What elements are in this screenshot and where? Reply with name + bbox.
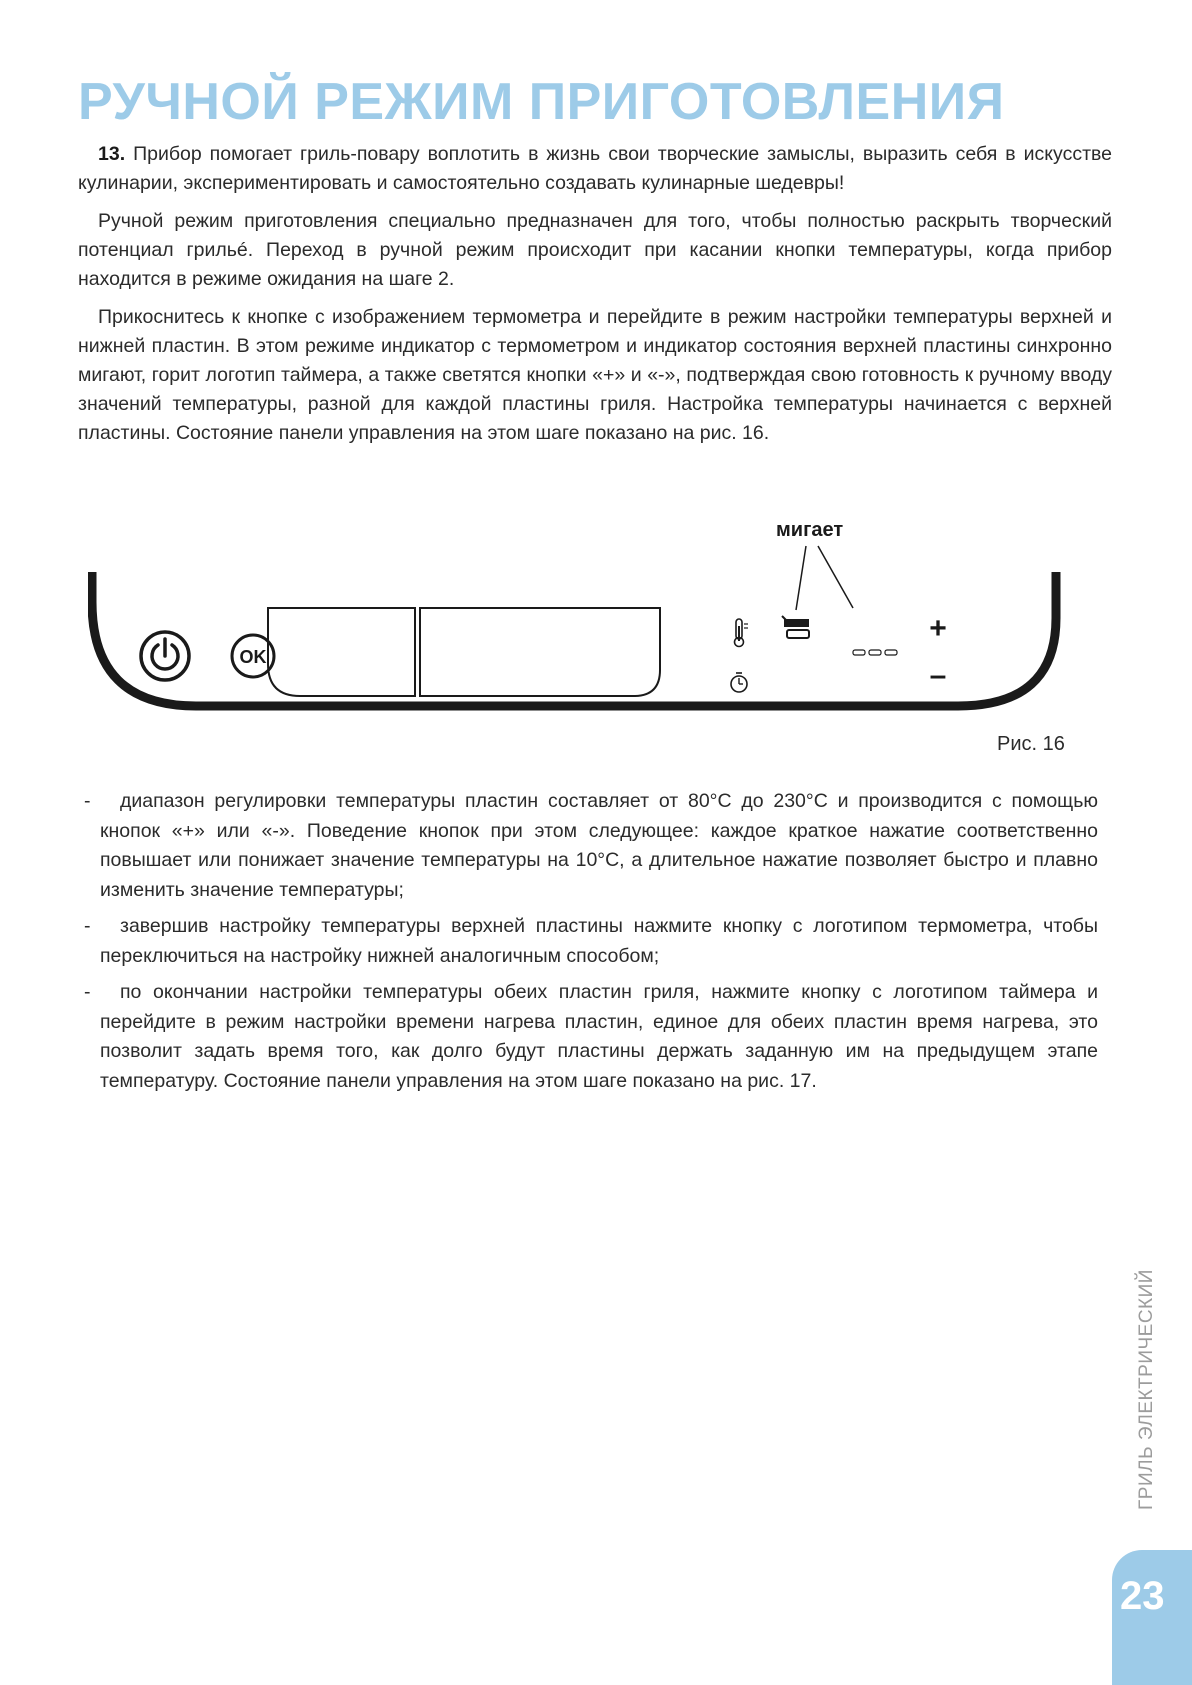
- blink-label: мигает: [776, 519, 844, 541]
- callout-line-thermometer: [796, 546, 806, 610]
- page-title: РУЧНОЙ РЕЖИМ ПРИГОТОВЛЕНИЯ: [78, 73, 1005, 131]
- side-section-label: ГРИЛЬ ЭЛЕКТРИЧЕСКИЙ: [1136, 1269, 1157, 1510]
- figure-caption: Рис. 16: [997, 733, 1065, 755]
- list-item-text: завершив настройку температуры верхней пластины нажмите кнопку с логотипом термометра, чтобы переключиться на настройку нижней аналогичным способом;: [100, 915, 1098, 967]
- display-window-left: [268, 608, 415, 696]
- panel-outline: [92, 572, 1056, 706]
- paragraph-1: [78, 140, 1112, 198]
- step-number: 13.: [98, 143, 126, 165]
- segment-indicator: [853, 650, 897, 655]
- power-icon: [152, 639, 178, 669]
- plus-button[interactable]: +: [929, 612, 947, 645]
- paragraph-1-text: Прибор помогает гриль-повару воплотить в жизнь свои творческие замыслы, выразить себя в искусстве кулинарии, экспериментировать и самостоятельно создавать кулинарные шедевры!: [78, 143, 1112, 194]
- display-window-right: [420, 608, 660, 696]
- bullet-dash: -: [84, 790, 91, 812]
- thermometer-icon[interactable]: [735, 619, 749, 647]
- control-panel-figure: [88, 520, 1088, 720]
- power-button[interactable]: [141, 632, 189, 680]
- settings-list: [78, 787, 1098, 1103]
- page-number: 23: [1120, 1574, 1165, 1618]
- paragraph-2: Ручной режим приготовления специально предназначен для того, чтобы полностью раскрыть творческий потенциал грильé. Переход в ручной режим происходит при касании кнопки температуры, когда прибор находится в режиме ожидания на шаге 2.: [78, 210, 1112, 290]
- paragraph-3: Прикоснитесь к кнопке с изображением термометра и перейдите в режим настройки температуры верхней и нижней пластин. В этом режиме индикатор с термометром и индикатор состояния верхней пластины синхронно мигают, горит логотип таймера, а также светятся кнопки «+» и «-», подтверждая свою готовность к ручному вводу значений температуры, разной для каждой пластины гриля. Настройка температуры начинается с верхней пластины. Состояние панели управления на этом шаге показано на рис. 16.: [78, 306, 1112, 444]
- timer-icon[interactable]: [731, 673, 747, 692]
- list-item-text: диапазон регулировки температуры пластин составляет от 80°С до 230°С и производится с помощью кнопок «+» или «-». Поведение кнопок при этом следующее: каждое краткое нажатие соответственно повышает или понижает значение температуры на 10°С, а длительное нажатие позволяет быстро и плавно изменить значение температуры;: [100, 790, 1098, 901]
- ok-label: OK: [239, 647, 267, 667]
- bullet-dash: -: [84, 915, 91, 937]
- list-item: [78, 787, 1098, 905]
- minus-button[interactable]: –: [929, 659, 947, 692]
- list-item: [78, 912, 1098, 971]
- list-item: [78, 978, 1098, 1096]
- callout-line-plate: [818, 546, 853, 608]
- bullet-dash: -: [84, 981, 91, 1003]
- list-item-text: по окончании настройки температуры обеих пластин гриля, нажмите кнопку с логотипом таймера и перейдите в режим настройки времени нагрева пластин, единое для обеих пластин время нагрева, это позволит задать время того, как долго будут пластины держать заданную им на предыдущем этапе температуру. Состояние панели управления на этом шаге показано на рис. 17.: [100, 981, 1098, 1092]
- upper-plate-icon: [782, 616, 809, 638]
- intro-text: [78, 140, 1112, 457]
